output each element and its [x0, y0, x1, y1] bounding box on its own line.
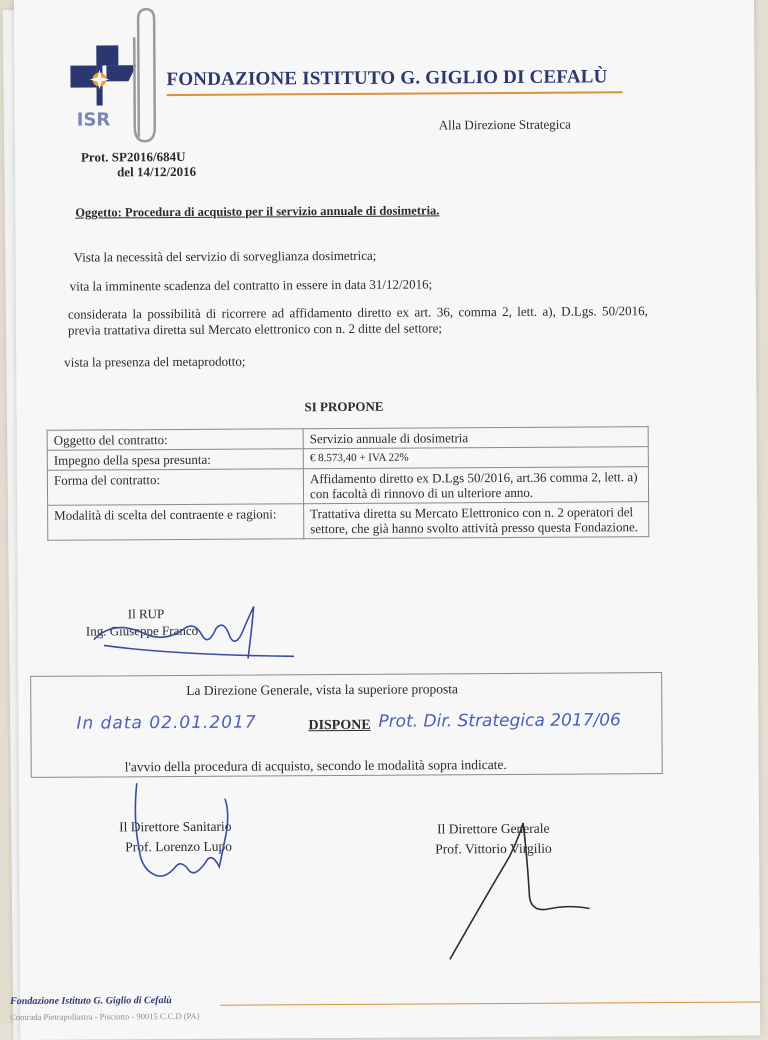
- sanitary-director-title: Il Direttore Sanitario: [119, 818, 232, 835]
- direction-footer: l'avvio della procedura di acquisto, secondo le modalità sopra indicate.: [124, 757, 507, 775]
- footer-rule: [220, 1001, 760, 1005]
- handwritten-protocol: Prot. Dir. Strategica 2017/06: [378, 710, 621, 732]
- document-page: [10, 0, 760, 1040]
- recipient: Alla Direzione Strategica: [438, 116, 571, 133]
- sanitary-director-signature: [115, 778, 266, 889]
- handwritten-date: In data 02.01.2017: [76, 712, 257, 734]
- organization-title: FONDAZIONE ISTITUTO G. GIGLIO DI CEFALÙ: [166, 66, 608, 91]
- table-cell-value: € 8.573,40 + IVA 22%: [303, 447, 648, 469]
- protocol-number: Prot. SP2016/684U: [80, 148, 186, 165]
- logo-text: ISR: [76, 109, 111, 131]
- paragraph-2: vita la imminente scadenza del contratto in essere in data 31/12/2016;: [69, 276, 433, 294]
- table-row: [48, 502, 649, 541]
- general-director-signature: [439, 816, 600, 967]
- contract-table: [47, 426, 650, 541]
- table-cell-label: Modalità di scelta del contraente e ragioni:: [48, 504, 304, 541]
- subject-line: Oggetto: Procedura di acquisto per il servizio annuale di dosimetria.: [75, 203, 440, 220]
- title-underline: [167, 91, 623, 96]
- rup-name: Ing. Giuseppe Franco: [85, 622, 199, 639]
- paper-clip: [128, 7, 165, 147]
- paragraph-1: Vista la necessità del servizio di sorveglianza dosimetrica;: [73, 247, 377, 265]
- table-cell-value: Trattativa diretta su Mercato Elettronico con n. 2 operatori del settore, che già hanno svolto attività presso questa Fondazione.: [304, 502, 649, 539]
- direction-heading: La Direzione Generale, vista la superiore proposta: [186, 681, 459, 698]
- table-cell-label: Oggetto del contratto:: [47, 429, 303, 451]
- general-director-title: Il Direttore Generale: [437, 820, 550, 837]
- table-cell-value: Servizio annuale di dosimetria: [303, 427, 648, 449]
- rup-signature: [84, 598, 304, 669]
- protocol-block: [81, 149, 196, 180]
- proposal-heading: SI PROPONE: [304, 398, 384, 415]
- table-row: [47, 467, 648, 506]
- footer-address: Contrada Pietrapollastra - Pisciotto - 90015 C.C.D (PA): [10, 1010, 200, 1023]
- rup-title: Il RUP: [127, 606, 165, 622]
- table-cell-value: Affidamento diretto ex D.Lgs 50/2016, art.36 comma 2, lett. a) con facoltà di rinnovo di un ulteriore anno.: [303, 467, 648, 504]
- table-cell-label: Impegno della spesa presunta:: [47, 449, 303, 471]
- dispone-label: DISPONE: [308, 717, 371, 734]
- paragraph-4: vista la presenza del metaprodotto;: [64, 353, 246, 370]
- general-director-name: Prof. Vittorio Virgilio: [435, 840, 552, 857]
- table-cell-label: Forma del contratto:: [47, 469, 303, 506]
- footer-organization: Fondazione Istituto G. Giglio di Cefalù: [10, 995, 172, 1008]
- paragraph-3: considerata la possibilità di ricorrere ad affidamento diretto ex art. 36, comma 2, lett. a), D.Lgs. 50/2016, previa trattativa diretta sul Mercato elettronico con n. 2 ditte del settore;: [67, 303, 648, 338]
- protocol-date: del 14/12/2016: [117, 163, 197, 180]
- sanitary-director-name: Prof. Lorenzo Lupo: [125, 838, 233, 855]
